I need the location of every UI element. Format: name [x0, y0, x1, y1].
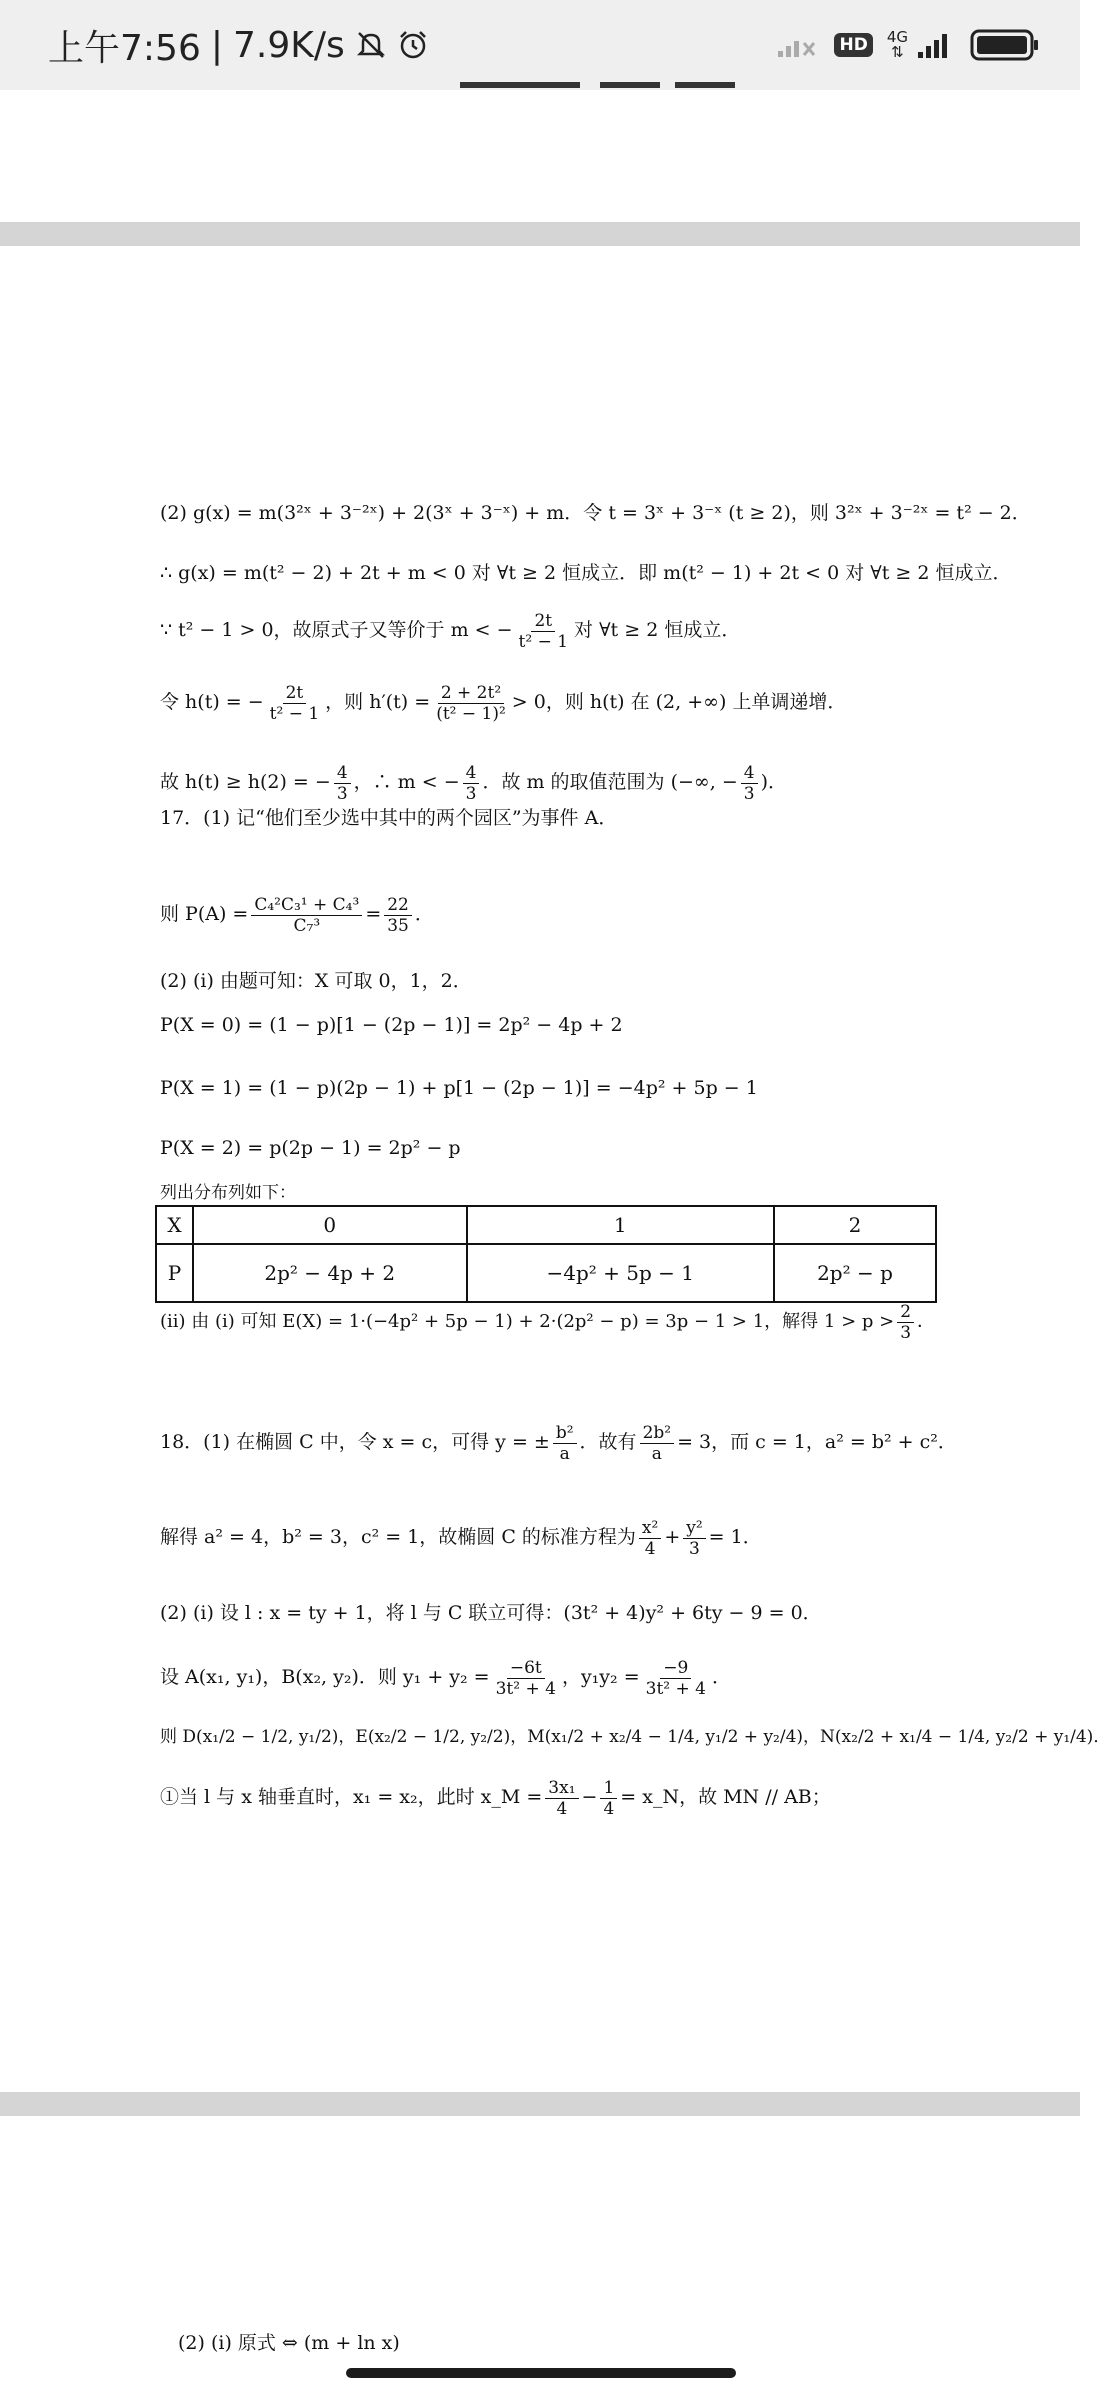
- network-type: 4G ⇅: [886, 28, 908, 61]
- solution-line: 解得 a² = 4，b² = 3，c² = 1，故椭圆 C 的标准方程为 $\frac{\text{x²}}{4}$ + $\frac{\text{y²}}{3}$ = 1．: [160, 1517, 762, 1559]
- wifi-off-signal-icon: [776, 31, 820, 59]
- solution-line: ①当 l 与 x 轴垂直时，x₁ = x₂，此时 x_M = $\frac{\text{3x₁}}{4}$ − $\frac{1}{4}$ = x_N，故 MN // AB；: [160, 1777, 831, 1819]
- home-indicator[interactable]: [346, 2368, 736, 2378]
- previous-page-remnant: [460, 80, 750, 90]
- muted-bell-icon: [355, 29, 387, 61]
- table-header-cell: 2: [774, 1206, 936, 1244]
- solution-line: (2) (i) 由题可知：X 可取 0，1，2．: [160, 970, 472, 992]
- solution-line: 设 A(x₁, y₁)，B(x₂, y₂)．则 y₁ + y₂ = $\frac{-6t}{\text{3t² + 4}}$ ，y₁y₂ = $\frac{-9}{\text{3t² + 4}}$ ．: [160, 1657, 731, 1699]
- solution-line: P(X = 1) = (1 − p)(2p − 1) + p[1 − (2p − 1)] = −4p² + 5p − 1: [160, 1077, 758, 1099]
- clock: 上午7:56: [48, 27, 201, 69]
- page-separator: [0, 2092, 1080, 2116]
- solution-line: P(X = 2) = p(2p − 1) = 2p² − p: [160, 1137, 461, 1159]
- question-17-heading: 17．(1) 记“他们至少选中其中的两个园区”为事件 A．: [160, 807, 618, 829]
- solution-line: ∵ t² − 1 > 0，故原式子又等价于 m < − $\frac{2t}{\text{t² − 1}}$ 对 ∀t ≥ 2 恒成立．: [160, 610, 741, 652]
- next-page-line: (2) (i) 原式 ⇔ (m + ln x): [178, 2332, 400, 2354]
- solution-line: 则 D(x₁/2 − 1/2, y₁/2)，E(x₂/2 − 1/2, y₂/2)，M(x₁/2 + x₂/4 − 1/4, y₁/2 + y₂/4)，N(x₂/2 + x₁/4 − 1/4, y₂/2 + y₁/4)．: [160, 1727, 1110, 1747]
- status-bar: [0, 0, 1080, 90]
- solution-line: 故 h(t) ≥ h(2) = − $\frac{4}{3}$ ，∴ m < − $\frac{4}{3}$ ．故 m 的取值范围为 (−∞, − $\frac{4}{3}$ )．: [160, 762, 787, 804]
- solution-line: P(X = 0) = (1 − p)[1 − (2p − 1)] = 2p² − 4p + 2: [160, 1014, 623, 1036]
- alarm-icon: [397, 29, 429, 61]
- solution-line: (2) (i) 设 l : x = ty + 1，将 l 与 C 联立可得：(3t² + 4)y² + 6ty − 9 = 0．: [160, 1602, 822, 1624]
- solution-line: (ii) 由 (i) 可知 E(X) = 1·(−4p² + 5p − 1) + 2·(2p² − p) = 3p − 1 > 1，解得 1 > p > $\frac{2}{3}$ ．: [160, 1301, 936, 1343]
- cell-signal-icon: [916, 30, 956, 60]
- table-cell: P: [156, 1244, 193, 1302]
- solution-line: ∴ g(x) = m(t² − 2) + 2t + m < 0 对 ∀t ≥ 2 恒成立．即 m(t² − 1) + 2t < 0 对 ∀t ≥ 2 恒成立．: [160, 562, 1012, 584]
- solution-line: 令 h(t) = − $\frac{2t}{\text{t² − 1}}$ ，则 h′(t) = $\frac{\text{2 + 2t²}}{\text{(t² − 1)²}}$ > 0，则 h(t) 在 (2, +∞) 上单调递增．: [160, 682, 847, 724]
- solution-line: (2) g(x) = m(3²ˣ + 3⁻²ˣ) + 2(3ˣ + 3⁻ˣ) + m．令 t = 3ˣ + 3⁻ˣ (t ≥ 2)，则 3²ˣ + 3⁻²ˣ = t² − 2．: [160, 502, 1031, 524]
- table-header-cell: 1: [467, 1206, 774, 1244]
- hd-badge: HD: [834, 33, 872, 57]
- question-18-heading: 18．(1) 在椭圆 C 中，令 x = c，可得 y = ± $\frac{\text{b²}}{a}$ ．故有 $\frac{\text{2b²}}{a}$ = 3，而 c = 1，a² = b² + c²．: [160, 1422, 957, 1464]
- table-caption: 列出分布列如下：: [160, 1183, 296, 1203]
- table-header-cell: 0: [193, 1206, 466, 1244]
- table-cell: 2p² − p: [774, 1244, 936, 1302]
- table-header-cell: X: [156, 1206, 193, 1244]
- distribution-table: [155, 1205, 937, 1303]
- battery-icon: [970, 28, 1040, 62]
- table-cell: 2p² − 4p + 2: [193, 1244, 466, 1302]
- page-separator: [0, 222, 1080, 246]
- network-speed: 7.9K/s: [232, 24, 345, 66]
- table-cell: −4p² + 5p − 1: [467, 1244, 774, 1302]
- solution-line: 则 P(A) = $\frac{\text{C₄²C₃¹ + C₄³}}{\text{C₇³}}$ = $\frac{22}{35}$ ．: [160, 894, 434, 936]
- divider: |: [210, 24, 223, 66]
